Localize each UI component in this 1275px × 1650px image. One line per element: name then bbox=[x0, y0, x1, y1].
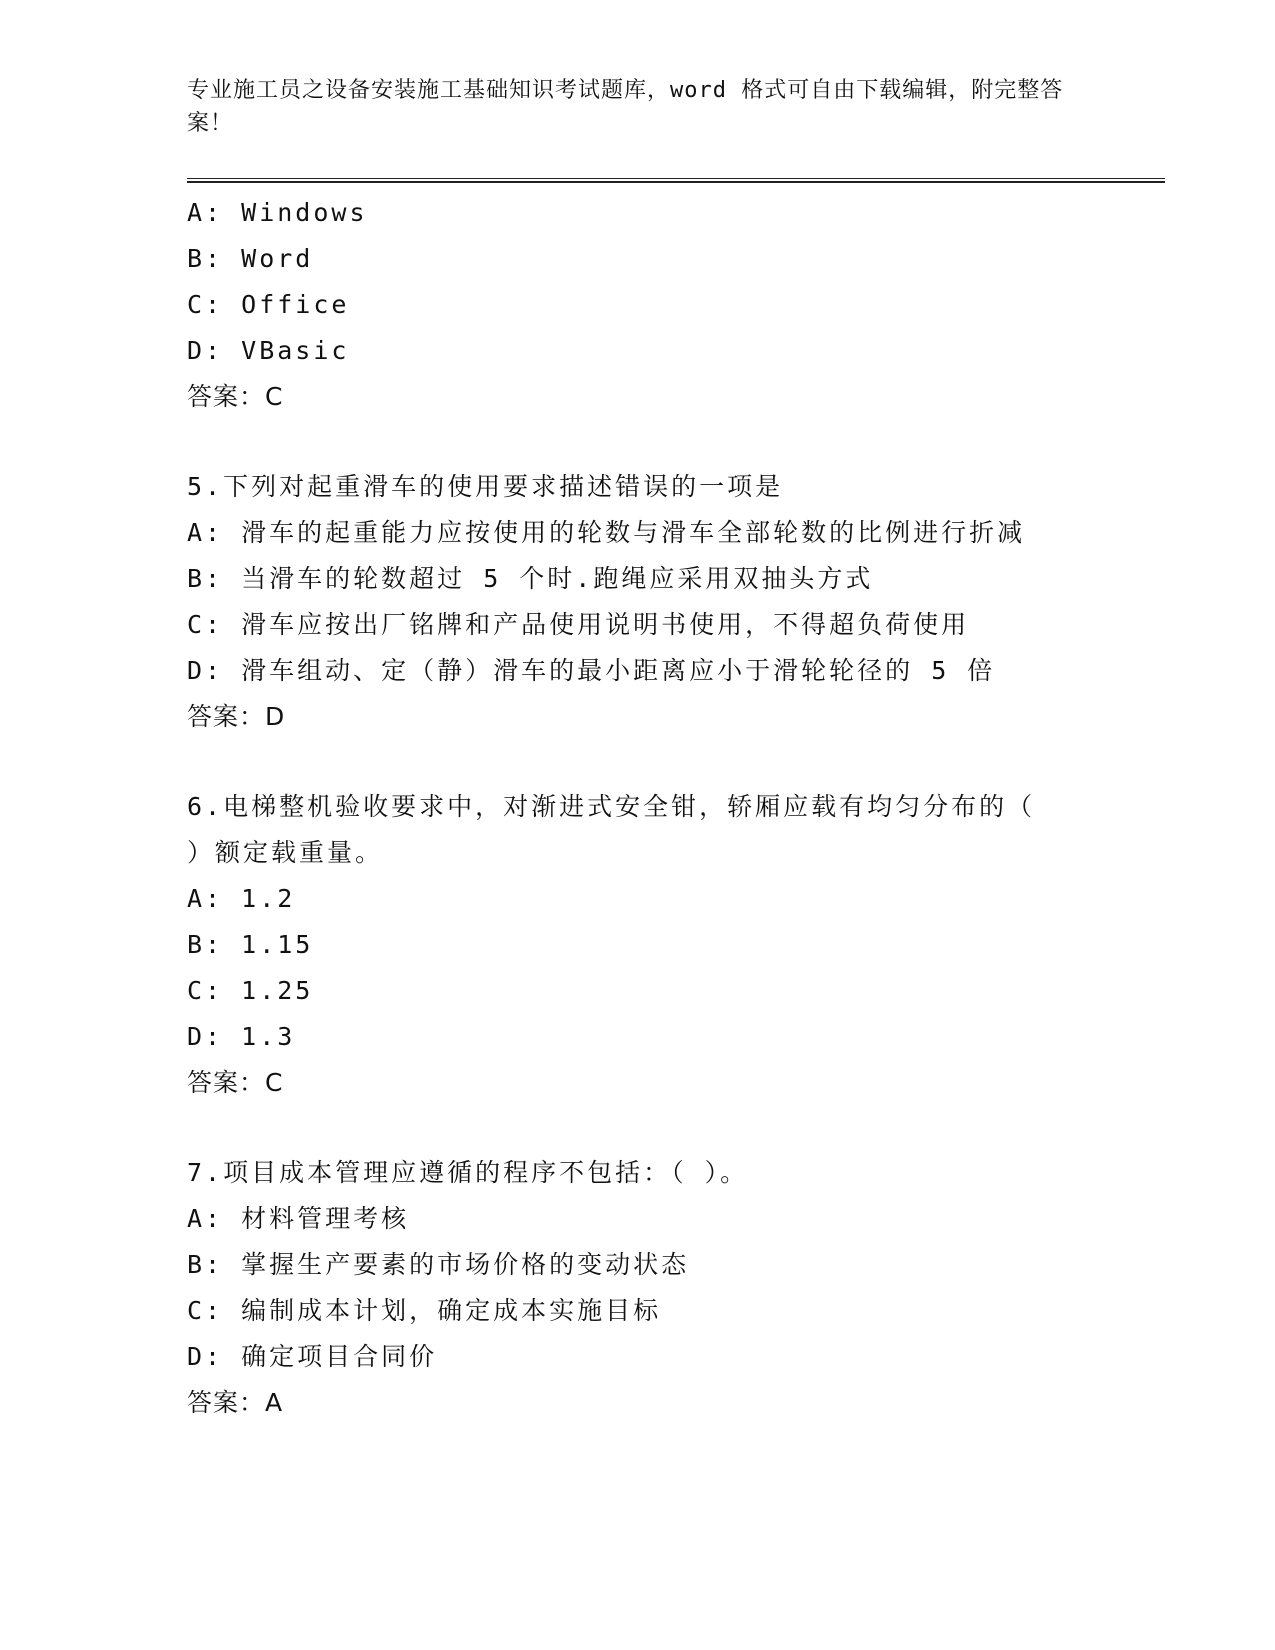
question-list bbox=[187, 190, 1167, 1426]
question-5 bbox=[187, 464, 1167, 740]
option-d: D: VBasic bbox=[187, 336, 350, 365]
question-6 bbox=[187, 784, 1167, 1106]
option-c: C: 1.25 bbox=[187, 976, 314, 1005]
option-a: A: 1.2 bbox=[187, 884, 296, 913]
option-c: C: 滑车应按出厂铭牌和产品使用说明书使用，不得超负荷使用 bbox=[187, 610, 970, 639]
option-d: D: 确定项目合同价 bbox=[187, 1342, 438, 1371]
answer-line: 答案：C bbox=[187, 382, 284, 411]
answer-line: 答案：A bbox=[187, 1388, 284, 1417]
option-c: C: Office bbox=[187, 290, 350, 319]
option-b: B: 1.15 bbox=[187, 930, 314, 959]
question-stem-continued: ）额定载重量。 bbox=[187, 838, 384, 867]
option-b: B: Word bbox=[187, 244, 314, 273]
option-c: C: 编制成本计划，确定成本实施目标 bbox=[187, 1296, 662, 1325]
question-stem: 5.下列对起重滑车的使用要求描述错误的一项是 bbox=[187, 472, 784, 501]
option-a: A: Windows bbox=[187, 198, 368, 227]
option-d: D: 1.3 bbox=[187, 1022, 296, 1051]
answer-line: 答案：D bbox=[187, 702, 286, 731]
question-partial bbox=[187, 190, 1167, 420]
option-b: B: 掌握生产要素的市场价格的变动状态 bbox=[187, 1250, 690, 1279]
option-d: D: 滑车组动、定（静）滑车的最小距离应小于滑轮轮径的 5 倍 bbox=[187, 656, 996, 685]
option-b: B: 当滑车的轮数超过 5 个时.跑绳应采用双抽头方式 bbox=[187, 564, 874, 593]
question-7 bbox=[187, 1150, 1167, 1426]
document-header: 专业施工员之设备安装施工基础知识考试题库，word 格式可自由下载编辑，附完整答案！ bbox=[187, 78, 1064, 136]
header-divider bbox=[187, 178, 1165, 183]
answer-line: 答案：C bbox=[187, 1068, 284, 1097]
question-stem: 6.电梯整机验收要求中，对渐进式安全钳，轿厢应载有均匀分布的（ bbox=[187, 792, 1036, 821]
question-stem: 7.项目成本管理应遵循的程序不包括：（ ）。 bbox=[187, 1158, 749, 1187]
option-a: A: 滑车的起重能力应按使用的轮数与滑车全部轮数的比例进行折减 bbox=[187, 518, 1026, 547]
option-a: A: 材料管理考核 bbox=[187, 1204, 410, 1233]
